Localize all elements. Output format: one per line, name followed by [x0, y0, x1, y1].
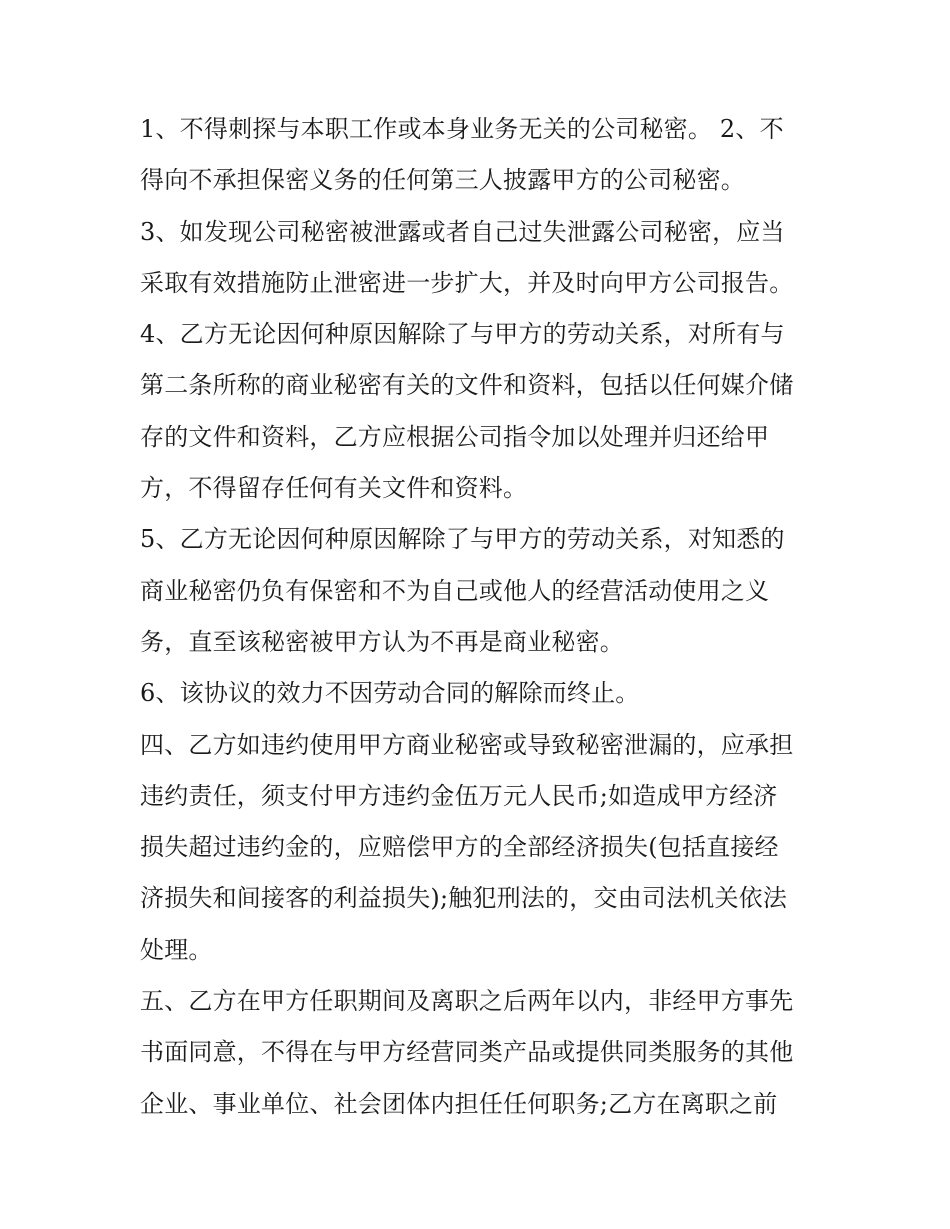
paragraph-clause-5: [140, 514, 820, 668]
text-line: 3、如发现公司秘密被泄露或者自己过失泄露公司秘密，应当: [140, 217, 785, 246]
paragraph-section-5: [140, 976, 820, 1130]
paragraph-clause-6: [140, 668, 820, 719]
text-line: 书面同意，不得在与甲方经营同类产品或提供同类服务的其他: [140, 1038, 794, 1067]
text-line: 存的文件和资料，乙方应根据公司指令加以处理并归还给甲: [140, 422, 770, 451]
text-line: 方，不得留存任何有关文件和资料。: [140, 474, 528, 503]
text-line: 商业秘密仍负有保密和不为自己或他人的经营活动使用之义: [140, 576, 770, 605]
text-line: 企业、事业单位、社会团体内担任任何职务;乙方在离职之前: [140, 1089, 778, 1118]
text-line: 违约责任，须支付甲方违约金伍万元人民币;如造成甲方经济: [140, 781, 778, 810]
text-line: 损失超过违约金的，应赔偿甲方的全部经济损失(包括直接经: [140, 833, 779, 862]
text-line: 务，直至该秘密被甲方认为不再是商业秘密。: [140, 627, 624, 656]
paragraph-clause-1-2: [140, 104, 820, 207]
paragraph-section-4: [140, 720, 820, 976]
document-body: [140, 104, 820, 1130]
text-line: 处理。: [140, 935, 213, 964]
text-line: 6、该协议的效力不因劳动合同的解除而终止。: [140, 679, 640, 708]
text-line: 4、乙方无论因何种原因解除了与甲方的劳动关系，对所有与: [140, 320, 785, 349]
text-line: 四、乙方如违约使用甲方商业秘密或导致秘密泄漏的，应承担: [140, 730, 794, 759]
text-line: 1、不得刺探与本职工作或本身业务无关的公司秘密。 2、不: [140, 115, 784, 143]
text-line: 五、乙方在甲方任职期间及离职之后两年以内，非经甲方事先: [140, 987, 794, 1016]
text-line: 采取有效措施防止泄密进一步扩大，并及时向甲方公司报告。: [140, 268, 794, 297]
text-line: 第二条所称的商业秘密有关的文件和资料，包括以任何媒介储: [140, 371, 794, 400]
paragraph-clause-3: [140, 207, 820, 310]
text-line: 5、乙方无论因何种原因解除了与甲方的劳动关系，对知悉的: [140, 525, 785, 554]
text-line: 济损失和间接客的利益损失);触犯刑法的，交由司法机关依法: [140, 884, 788, 913]
text-line: 得向不承担保密义务的任何第三人披露甲方的公司秘密。: [140, 166, 745, 195]
paragraph-clause-4: [140, 309, 820, 514]
